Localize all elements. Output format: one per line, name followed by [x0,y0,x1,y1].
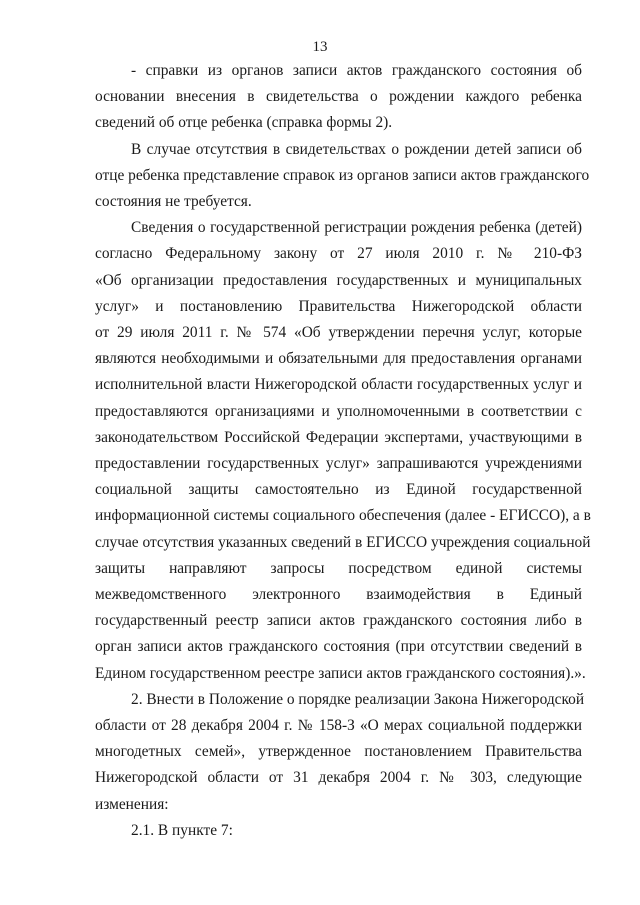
text-line: основании внесения в свидетельства о рождении каждого ребенка [95,88,582,106]
text-line: от 29 июля 2011 г. № 574 «Об утверждении перечня услуг, которые [95,324,582,342]
text-line: случае отсутствия указанных сведений в ЕГИССО учреждения социальной [95,533,591,551]
document-body [95,58,591,844]
text-line: 2.1. В пункте 7: [131,821,233,839]
text-line: состояния не требуется. [95,193,252,211]
text-line: предоставлении государственных услуг» запрашиваются учреждениями [95,455,582,473]
text-line: социальной защиты самостоятельно из Единой государственной [95,481,582,499]
text-line: - справки из органов записи актов гражданского состояния об [131,62,582,79]
text-line: исполнительной власти Нижегородской области государственных услуг и [95,376,582,394]
text-line: В случае отсутствия в свидетельствах о рождении детей записи об [131,140,582,158]
text-line: орган записи актов гражданского состояния (при отсутствии сведений в [95,638,582,656]
text-line: «Об организации предоставления государственных и муниципальных [95,271,582,289]
text-line: многодетных семей», утвержденное постановлением Правительства [95,743,582,761]
text-line: 2. Внести в Положение о порядке реализации Закона Нижегородской [131,690,585,708]
text-line: услуг» и постановлению Правительства Нижегородской области [95,297,582,315]
text-line: государственный реестр записи актов гражданского состояния либо в [95,612,582,630]
text-line: Сведения о государственной регистрации рождения ребенка (детей) [131,219,582,237]
text-line: согласно Федеральному закону от 27 июля 2010 г. № 210-ФЗ [95,245,582,263]
text-line: информационной системы социального обеспечения (далее - ЕГИССО), а в [95,507,591,525]
page-number: 13 [312,39,328,55]
paragraph-certificates [95,58,582,137]
text-line: межведомственного электронного взаимодействия в Единый [95,586,582,604]
text-line: являются необходимыми и обязательными для предоставления органами [95,350,582,368]
text-line: изменения: [95,795,169,813]
paragraph-amendments [95,687,585,818]
text-line: сведений об отце ребенка (справка формы 2). [95,114,393,132]
paragraph-clause-2-1 [95,818,582,844]
text-line: области от 28 декабря 2004 г. № 158-З «О мерах социальной поддержки [95,717,582,735]
paragraph-absence-of-record [95,137,590,216]
text-line: законодательством Российской Федерации экспертами, участвующими в [95,428,582,446]
paragraph-birth-registration-info [95,215,591,687]
text-line: защиты направляют запросы посредством единой системы [95,559,582,577]
text-line: предоставляются организациями и уполномоченными в соответствии с [95,402,582,420]
text-line: Нижегородской области от 31 декабря 2004 г. № 303, следующие [95,769,582,787]
text-line: Едином государственном реестре записи актов гражданского состояния).». [95,664,586,682]
text-line: отце ребенка представление справок из органов записи актов гражданского [95,166,590,184]
